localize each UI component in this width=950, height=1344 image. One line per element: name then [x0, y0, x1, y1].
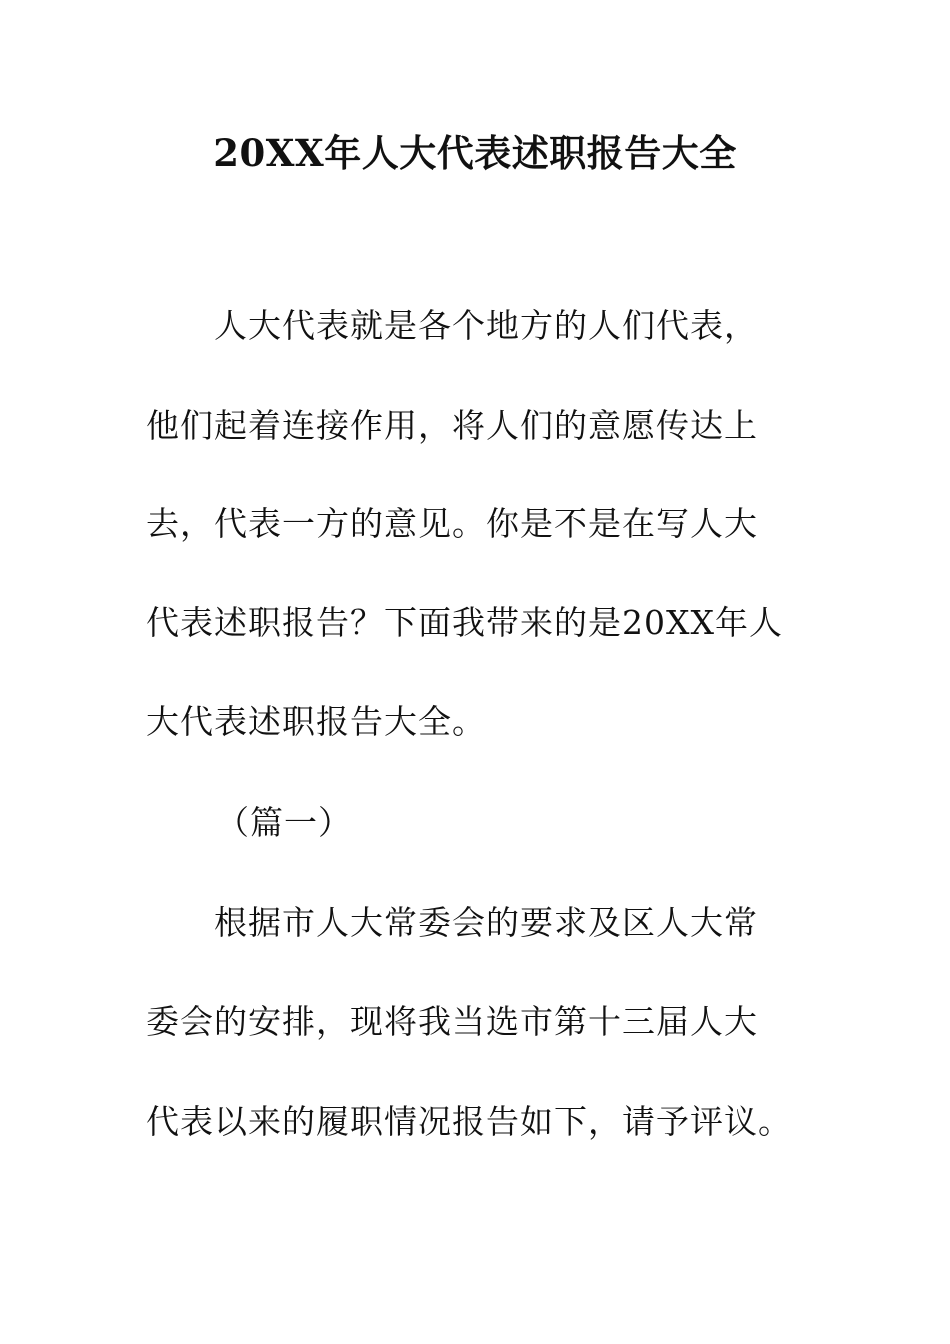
paragraph-line: 去，代表一方的意见。你是不是在写人大 — [146, 504, 758, 543]
paragraph-line: 根据市人大常委会的要求及区人大常 — [214, 903, 758, 942]
paragraph-line: 委会的安排，现将我当选市第十三届人大 — [146, 1002, 758, 1041]
paragraph-line: 他们起着连接作用，将人们的意愿传达上 — [146, 406, 758, 445]
paragraph-line: 人大代表就是各个地方的人们代表， — [214, 306, 758, 345]
paragraph-line: 大代表述职报告大全。 — [146, 702, 486, 741]
paragraph-line: 代表述职报告？下面我带来的是20XX年人 — [146, 603, 783, 642]
section-heading: （篇一） — [216, 803, 352, 842]
document-title: 20XX年人大代表述职报告大全 — [213, 131, 737, 175]
paragraph-line: 代表以来的履职情况报告如下，请予评议。 — [146, 1102, 792, 1141]
